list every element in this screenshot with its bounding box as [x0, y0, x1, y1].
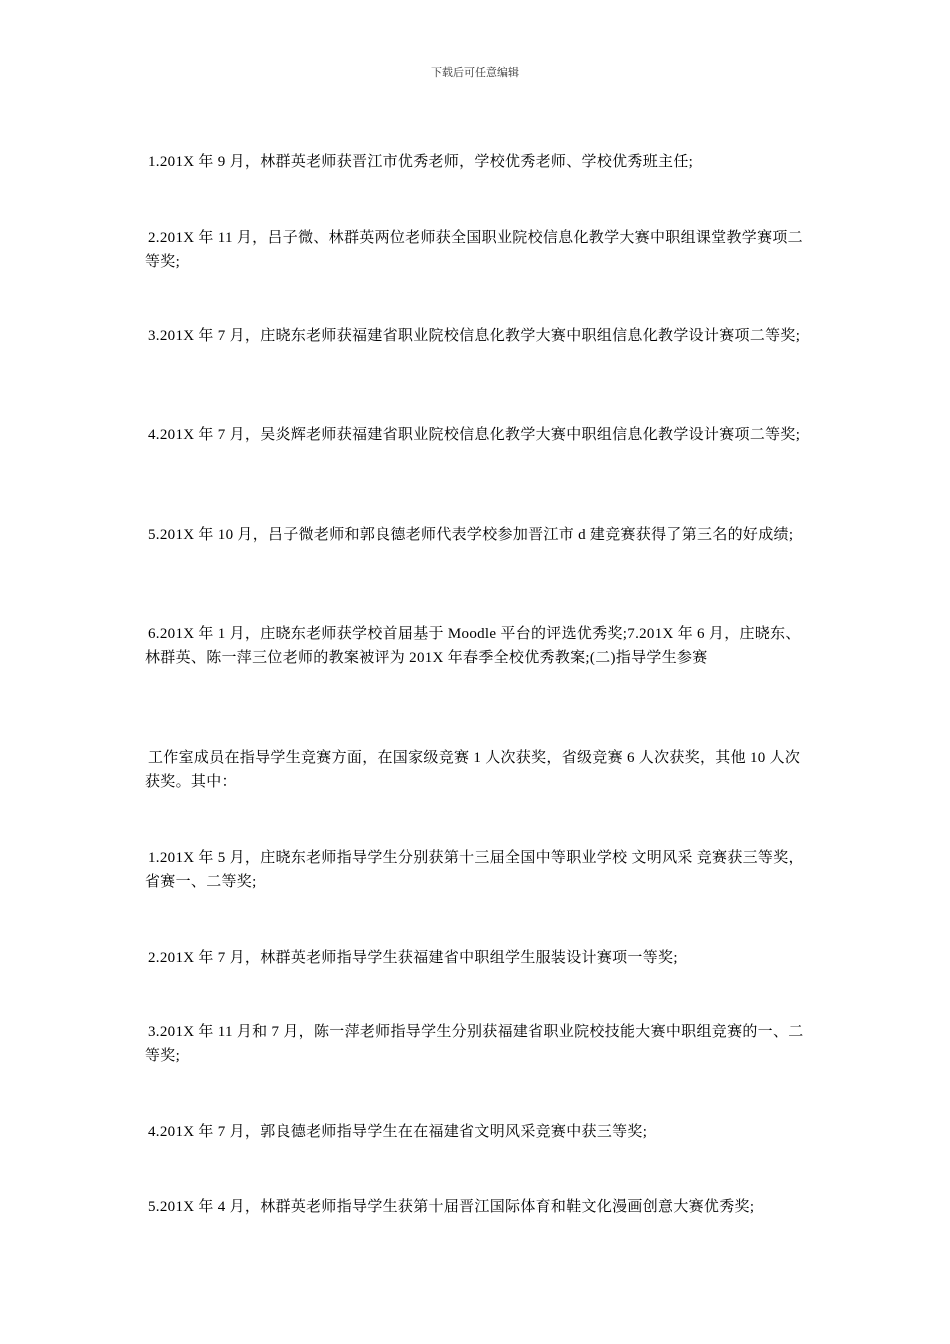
paragraph-11: 4.201X 年 7 月，郭良德老师指导学生在在福建省文明风采竞赛中获三等奖; [148, 1124, 648, 1140]
paragraph-1: 1.201X 年 9 月，林群英老师获晋江市优秀老师，学校优秀老师、学校优秀班主任; [148, 154, 694, 170]
paragraph-8: 1.201X 年 5 月，庄晓东老师指导学生分别获第十三届全国中等职业学校 文明风采 竞赛获三等奖，省赛一、二等奖; [145, 850, 804, 890]
paragraph-5: 5.201X 年 10 月，吕子微老师和郭良德老师代表学校参加晋江市 d 建竞赛获得了第三名的好成绩; [148, 527, 794, 543]
paragraph-2: 2.201X 年 11 月，吕子微、林群英两位老师获全国职业院校信息化教学大赛中职组课堂教学赛项二等奖; [145, 230, 803, 270]
paragraph-12: 5.201X 年 4 月，林群英老师指导学生获第十届晋江国际体育和鞋文化漫画创意大赛优秀奖; [148, 1199, 755, 1215]
paragraph-9: 2.201X 年 7 月，林群英老师指导学生获福建省中职组学生服装设计赛项一等奖; [148, 950, 678, 966]
paragraph-6: 6.201X 年 1 月，庄晓东老师获学校首届基于 Moodle 平台的评选优秀奖;7.201X 年 6 月，庄晓东、林群英、陈一萍三位老师的教案被评为 201X 年春季全校优秀教案;(二)指导学生参赛 [145, 626, 801, 666]
paragraph-7: 工作室成员在指导学生竞赛方面，在国家级竞赛 1 人次获奖，省级竞赛 6 人次获奖，其他 10 人次获奖。其中： [145, 750, 801, 790]
paragraph-3: 3.201X 年 7 月，庄晓东老师获福建省职业院校信息化教学大赛中职组信息化教学设计赛项二等奖; [148, 328, 801, 344]
page-header: 下载后可任意编辑 [431, 67, 519, 79]
paragraph-10: 3.201X 年 11 月和 7 月，陈一萍老师指导学生分别获福建省职业院校技能大赛中职组竞赛的一、二等奖; [145, 1024, 804, 1064]
paragraph-4: 4.201X 年 7 月，吴炎辉老师获福建省职业院校信息化教学大赛中职组信息化教学设计赛项二等奖; [148, 427, 801, 443]
